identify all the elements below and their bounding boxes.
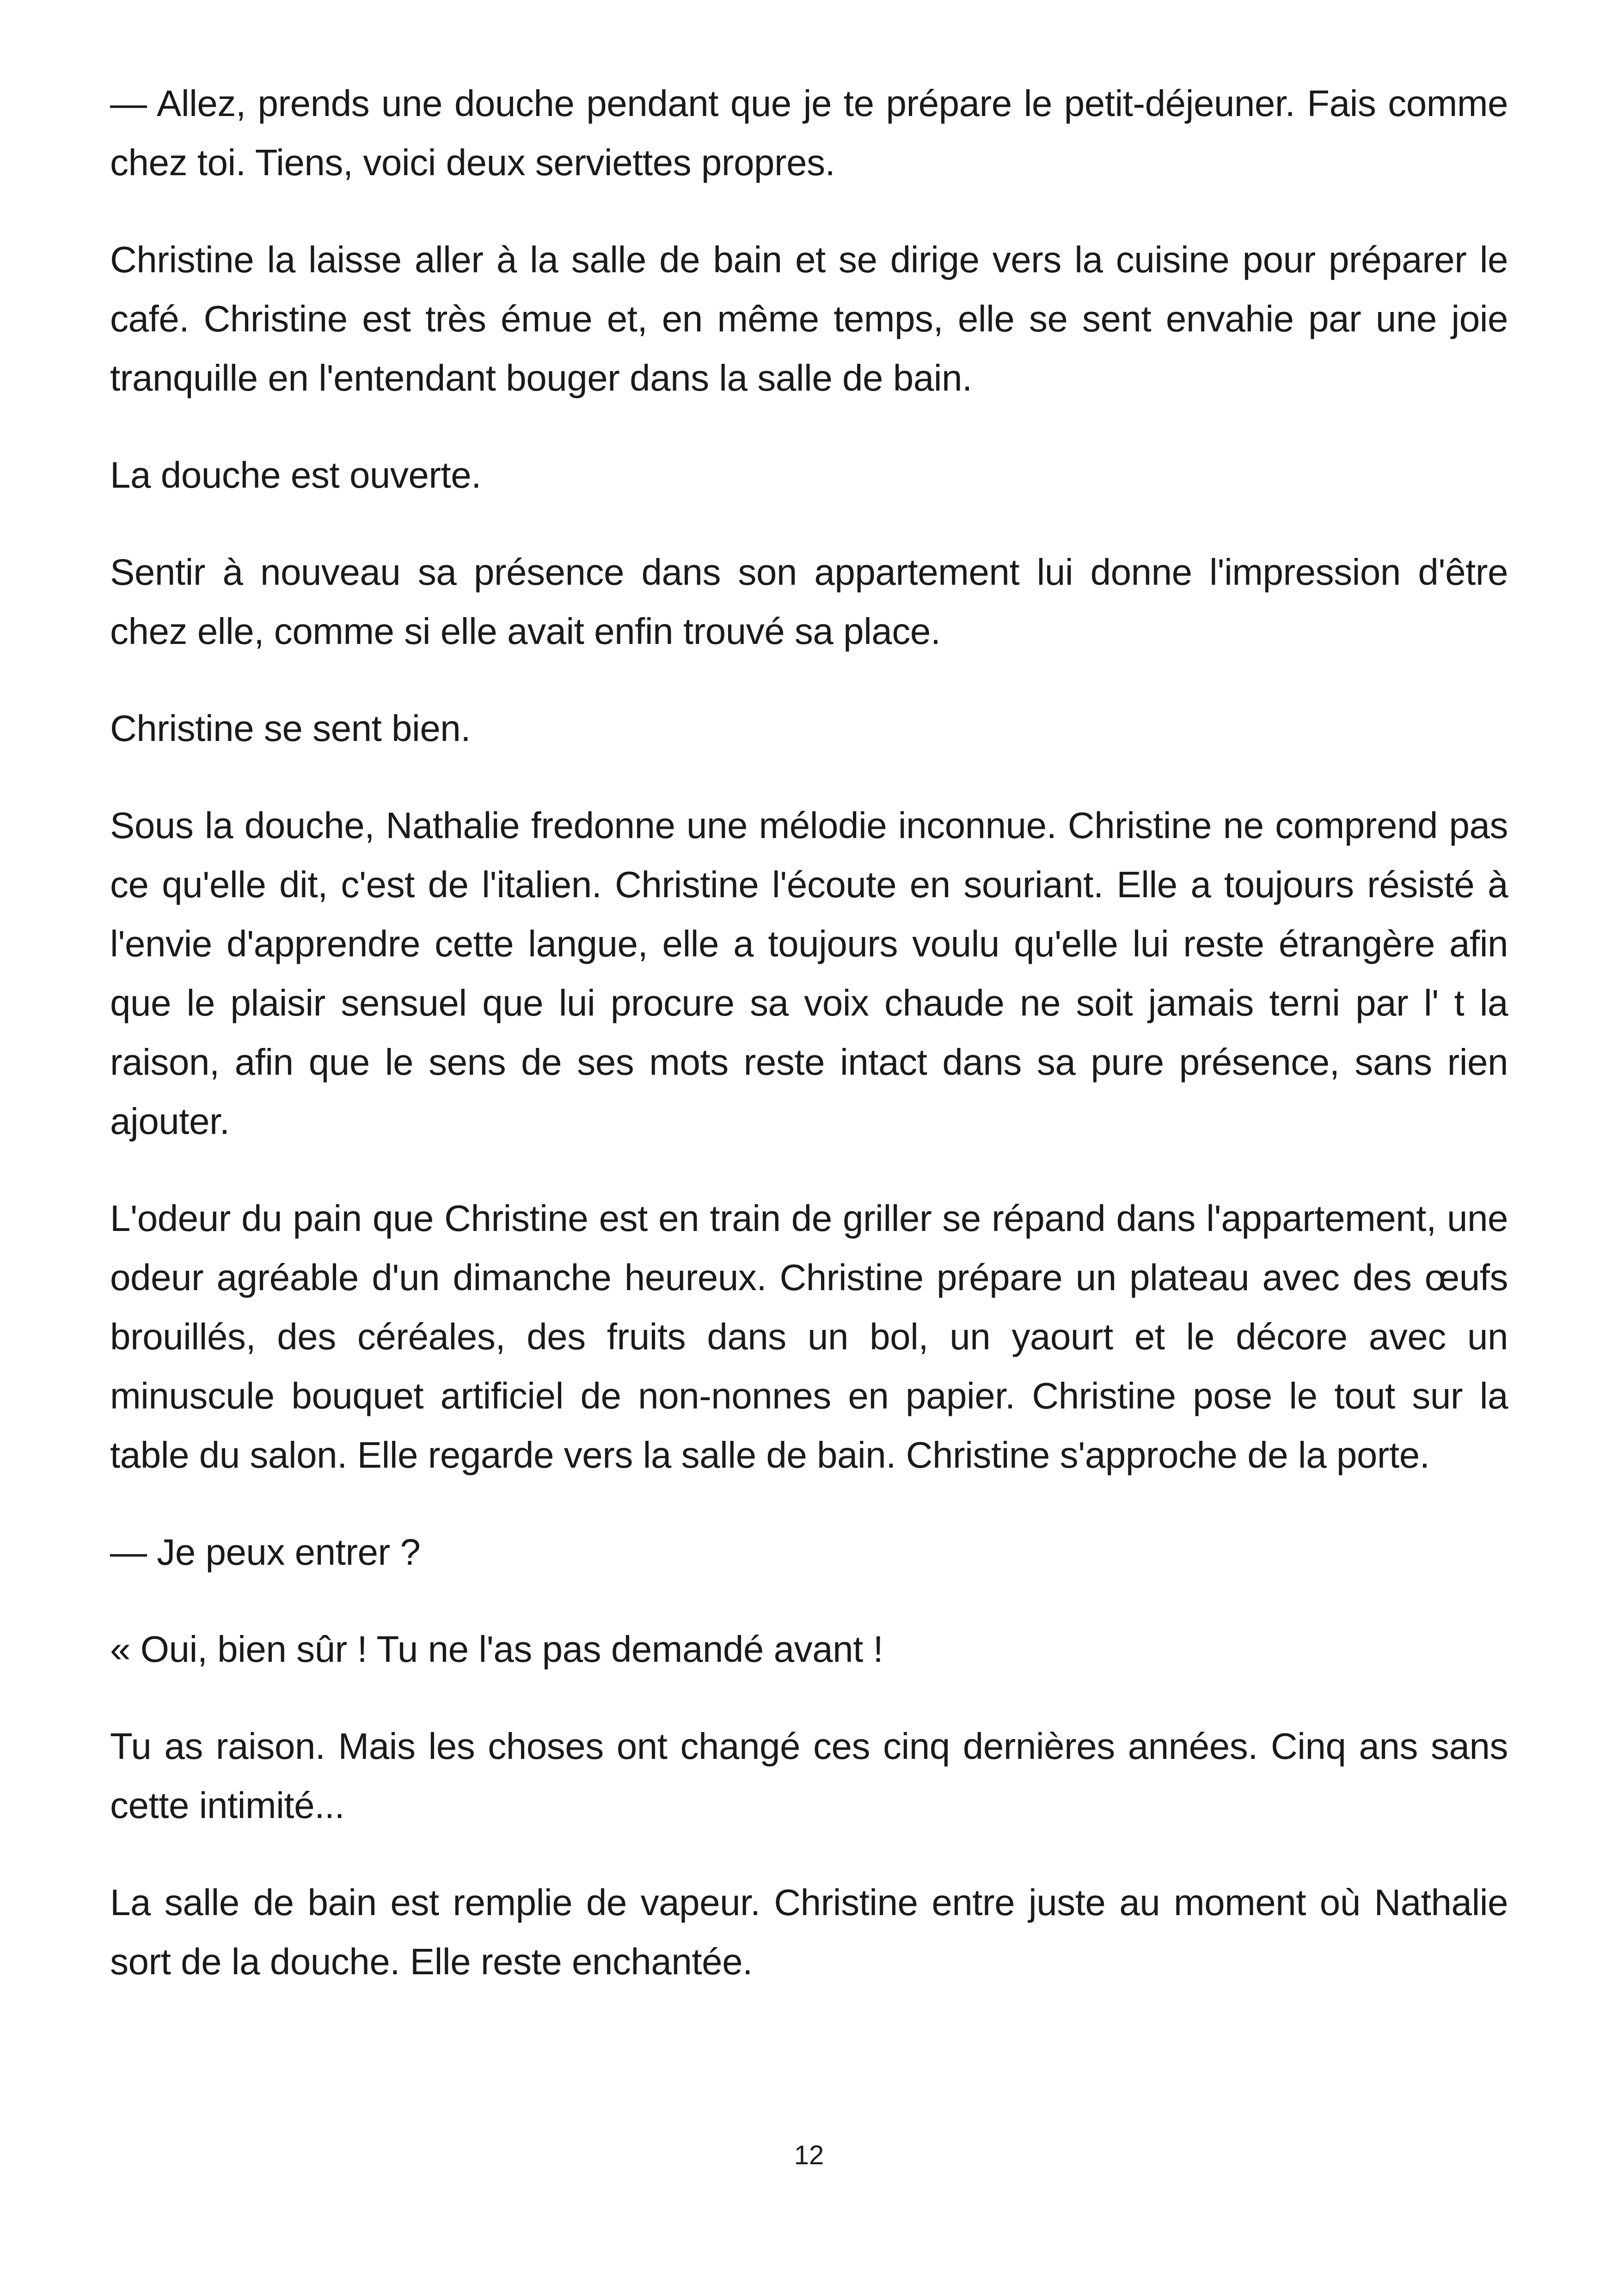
paragraph: Christine la laisse aller à la salle de bain et se dirige vers la cuisine pour préparer le café. Christine est très émue et, en même temps, elle se sent envahie par une joie tranquille en l'entendant bouger dans la salle de bain. [110, 239, 1508, 398]
paragraph: Christine se sent bien. [110, 708, 471, 749]
paragraph: Tu as raison. Mais les choses ont changé ces cinq dernières années. Cinq ans sans cette intimité... [110, 1726, 1508, 1826]
paragraph: Sous la douche, Nathalie fredonne une mélodie inconnue. Christine ne comprend pas ce qu'elle dit, c'est de l'italien. Christine l'écoute en souriant. Elle a toujours résisté à l'envie d'apprendre cette langue, elle a toujours voulu qu'elle lui reste étrangère afin que le plaisir sensuel que lui procure sa voix chaude ne soit jamais terni par l' t la raison, afin que le sens de ses mots reste intact dans sa pure présence, sans rien ajouter. [110, 805, 1508, 1142]
paragraph: — Je peux entrer ? [110, 1531, 421, 1573]
body-text [110, 74, 1508, 2029]
paragraph: La douche est ouverte. [110, 454, 481, 496]
paragraph: L'odeur du pain que Christine est en train de griller se répand dans l'appartement, une odeur agréable d'un dimanche heureux. Christine prépare un plateau avec des œufs brouillés, des céréales, des fruits dans un bol, un yaourt et le décore avec un minuscule bouquet artificiel de non-nonnes en papier. Christine pose le tout sur la table du salon. Elle regarde vers la salle de bain. Christine s'approche de la porte. [110, 1198, 1508, 1476]
paragraph: La salle de bain est remplie de vapeur. Christine entre juste au moment où Nathalie sort de la douche. Elle reste enchantée. [110, 1882, 1508, 1982]
paragraph: — Allez, prends une douche pendant que je te prépare le petit-déjeuner. Fais comme chez toi. Tiens, voici deux serviettes propres. [110, 83, 1508, 183]
page-number: 12 [794, 2140, 824, 2170]
paragraph: Sentir à nouveau sa présence dans son appartement lui donne l'impression d'être chez elle, comme si elle avait enfin trouvé sa place. [110, 551, 1508, 652]
paragraph: « Oui, bien sûr ! Tu ne l'as pas demandé avant ! [110, 1629, 883, 1670]
